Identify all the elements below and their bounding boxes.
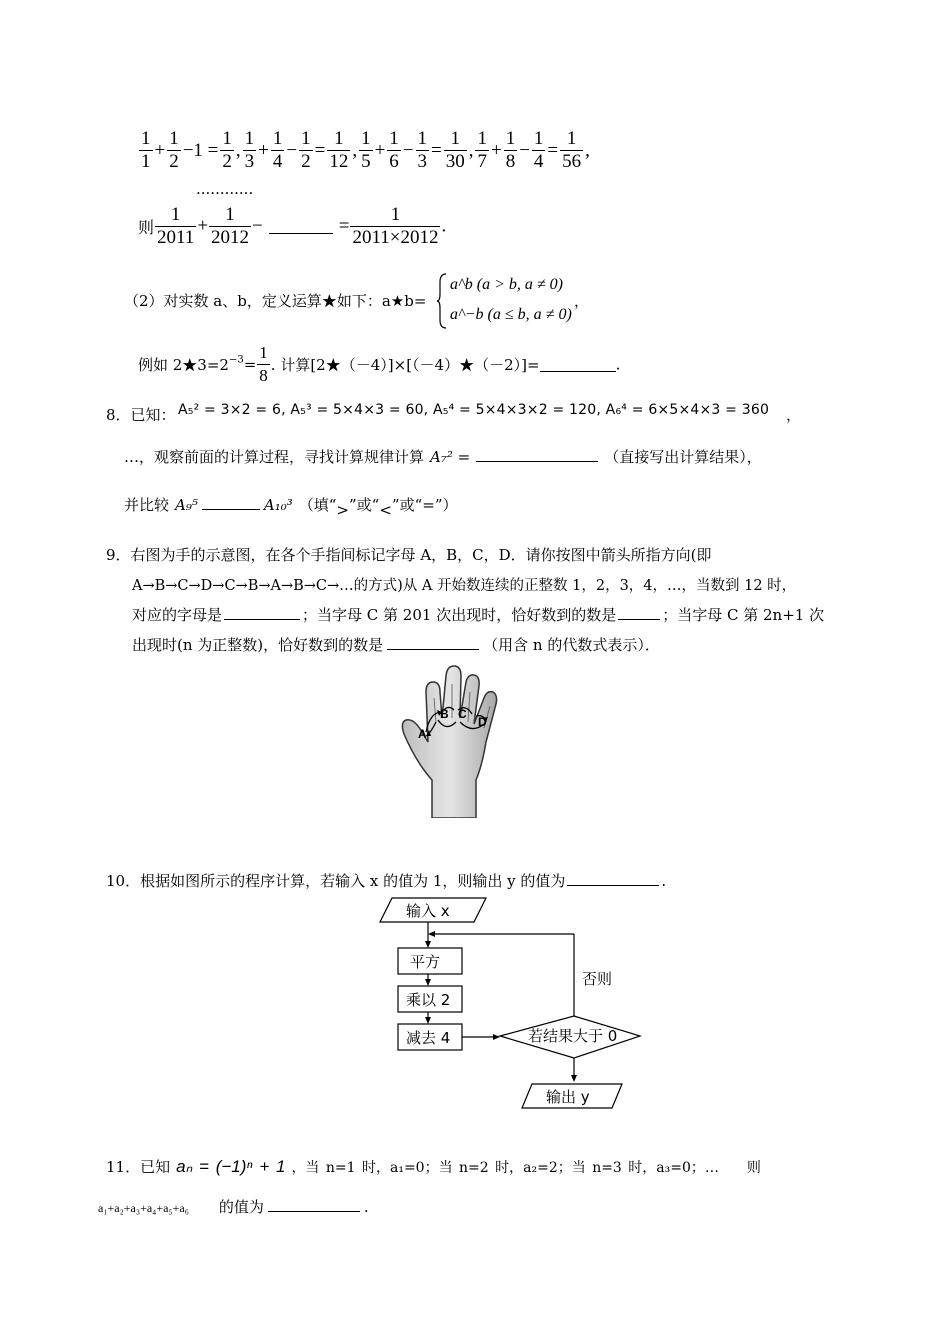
q7-operator-9: = [431, 139, 442, 161]
period: . [363, 1198, 369, 1216]
q7-fraction-6: $\frac{1}{12}$ [329, 128, 349, 172]
q11-sum-expression: a₁+a₂+a₃+a₄+a₅+a₆ [98, 1201, 189, 1215]
q7-case-1: a^b (a > b, a ≠ 0) [450, 276, 563, 293]
q8-line2 [124, 446, 762, 467]
q11-label: 11．已知 [106, 1158, 171, 1176]
q7-operator-13: = [547, 139, 559, 161]
q8-compare-text: 并比较 [124, 496, 170, 514]
input-label: 输入 x [406, 902, 450, 920]
q7-fraction-7: $\frac{1}{5}$ [361, 128, 371, 172]
q7-fraction-sequence [138, 128, 591, 173]
q7-part2-comma: ， [574, 292, 590, 310]
q8-formula-end: ， [786, 406, 802, 424]
q7-fraction-9: $\frac{1}{3}$ [417, 128, 427, 172]
q8-a72-symbol: A₇² = [430, 448, 471, 466]
q7-fraction-1: $\frac{1}{2}$ [169, 128, 179, 172]
q7-answer-blank-1[interactable] [269, 219, 333, 234]
q7-answer-blank-2[interactable] [540, 357, 616, 372]
hand-label-c: C [458, 707, 467, 721]
multiply-label: 乘以 2 [406, 991, 451, 1009]
q9-answer-blank-3[interactable] [387, 635, 479, 650]
q8-line2-text: …，观察前面的计算过程，寻找计算规律计算 [124, 448, 425, 466]
q7-fraction-14: $\frac{1}{56}$ [562, 128, 582, 172]
q7-then-fraction-1: $\frac{1}{2011}$ [157, 204, 195, 248]
period: . [441, 215, 447, 237]
q7-fraction-13: $\frac{1}{4}$ [533, 128, 544, 172]
q10-question [106, 870, 666, 891]
q9-line4-text-a: 出现时(n 为正整数)，恰好数到的数是 [132, 636, 384, 654]
greater-than-sign: > [336, 501, 349, 519]
subtract-label: 减去 4 [406, 1029, 451, 1047]
q7-fraction-2: $\frac{1}{2}$ [222, 128, 232, 172]
q7-fraction-3: $\frac{1}{3}$ [244, 128, 255, 172]
q7-fraction-4: $\frac{1}{4}$ [272, 128, 283, 172]
q7-operator-8: − [402, 139, 414, 161]
brace-icon [436, 272, 448, 330]
q8-line2-hint: （直接写出计算结果）， [604, 448, 762, 466]
q7-operator-6: , [352, 139, 358, 161]
q7-operator-14: , [585, 139, 590, 161]
q8-answer-blank-1[interactable] [476, 447, 598, 462]
equals-sign: = [243, 355, 257, 374]
otherwise-label: 否则 [582, 970, 613, 988]
q7-operator-2: , [235, 139, 241, 161]
q7-then-prefix: 则 [138, 218, 155, 237]
q8-line3 [124, 494, 458, 519]
q9-line4-text-b: （用含 n 的代数式表示）． [483, 636, 660, 654]
q8-a103-symbol: A₁₀³ [263, 496, 293, 514]
q7-operator-7: + [374, 139, 386, 161]
minus-sign: − [252, 215, 263, 237]
period: . [615, 355, 621, 374]
q7-example-prefix: 例如 2★3=2 [138, 356, 229, 374]
q9-answer-blank-1[interactable] [224, 605, 300, 620]
q10-text: 10．根据如图所示的程序计算，若输入 x 的值为 1，则输出 y 的值为 [106, 872, 566, 890]
q9-line4 [132, 634, 660, 655]
q7-then-fraction-3: $\frac{1}{2011\times 2012}$ [352, 204, 439, 248]
flowchart [370, 890, 660, 1120]
q9-line3-text-c: ；当字母 C 第 2n+1 次 [662, 606, 825, 624]
q11-line2 [98, 1196, 369, 1217]
q10-answer-blank[interactable] [567, 871, 659, 886]
q7-example-line [138, 342, 620, 387]
q9-line3-text-b: ；当字母 C 第 201 次出现时，恰好数到的数是 [302, 606, 617, 624]
hand-label-d: D [478, 715, 487, 729]
q7-operator-10: , [468, 139, 474, 161]
condition-label: 若结果大于 0 [528, 1027, 618, 1045]
q11-answer-blank[interactable] [268, 1197, 360, 1212]
q9-answer-blank-2[interactable] [618, 605, 660, 620]
q7-operator-12: − [519, 139, 530, 161]
q7-fraction-0: $\frac{1}{1}$ [141, 128, 151, 172]
q11-line1 [106, 1156, 761, 1177]
q7-operator-4: − [286, 139, 298, 161]
q7-operator-11: + [490, 139, 502, 161]
q7-fraction-8: $\frac{1}{6}$ [389, 128, 399, 172]
q7-operator-1: −1 = [182, 139, 219, 161]
q8-fill-text-b: ”或“ [349, 496, 380, 514]
q9-line3 [132, 604, 824, 625]
q8-formula: A₅² = 3×2 = 6, A₅³ = 5×4×3 = 60, A₅⁴ = 5×4×3×2 = 120, A₆⁴ = 6×5×4×3 = 360 [178, 402, 770, 418]
q7-example-rest: . 计算[2★（－4）]×[（－4）★（－2）]= [270, 356, 540, 374]
q9-line1: 9．右图为手的示意图，在各个手指间标记字母 A，B，C，D．请你按图中箭头所指方向(即 [106, 546, 712, 564]
q11-condition-text: ，当 n=1 时，a₁=0；当 n=2 时，a₂=2；当 n=3 时，a₃=0；… 则 [291, 1160, 761, 1176]
less-than-sign: < [379, 501, 392, 519]
q8-a95-symbol: A₉⁵ [175, 496, 198, 514]
q7-example-fraction: $\frac{1}{8}$ [259, 343, 268, 385]
square-label: 平方 [410, 953, 441, 971]
q8-answer-blank-2[interactable] [202, 495, 260, 510]
equals-sign: = [338, 215, 350, 237]
q9-line3-text-a: 对应的字母是 [132, 606, 223, 624]
hand-label-b: B [440, 707, 449, 721]
q8-fill-text-a: （填“ [298, 496, 337, 514]
q8-label: 8．已知： [106, 406, 176, 424]
plus-sign: + [197, 215, 209, 237]
q7-then-fraction-2: $\frac{1}{2012}$ [211, 204, 250, 248]
q7-operator-5: = [314, 139, 326, 161]
q7-then-line [138, 204, 446, 249]
q9-line2: A→B→C→D→C→B→A→B→C→…的方式)从 A 开始数连续的正整数 1，2，3，4，…，当数到 12 时， [132, 578, 797, 594]
q7-case-brace [436, 272, 446, 328]
q7-fraction-12: $\frac{1}{8}$ [505, 128, 516, 172]
q11-value-text: 的值为 [218, 1198, 264, 1216]
output-label: 输出 y [546, 1088, 590, 1106]
q7-part2-label: （2）对实数 a、b，定义运算★如下：a★b= [124, 292, 427, 310]
hand-label-a: A [418, 727, 427, 741]
q7-operator-3: + [258, 139, 269, 161]
q7-operator-0: + [154, 139, 166, 161]
q7-case-2: a^−b (a ≤ b, a ≠ 0) [450, 306, 572, 323]
period: . [661, 872, 667, 890]
q8-fill-text-c: ”或“=”） [391, 496, 458, 514]
q11-formula: aₙ = (−1)ⁿ + 1 [176, 1157, 286, 1176]
q7-example-exponent: −3 [228, 354, 244, 366]
q7-fraction-5: $\frac{1}{2}$ [301, 128, 311, 172]
hand-illustration [396, 662, 514, 818]
q7-fraction-10: $\frac{1}{30}$ [445, 128, 465, 172]
q7-fraction-11: $\frac{1}{7}$ [477, 128, 487, 172]
q7-dots: ............ [196, 180, 254, 198]
